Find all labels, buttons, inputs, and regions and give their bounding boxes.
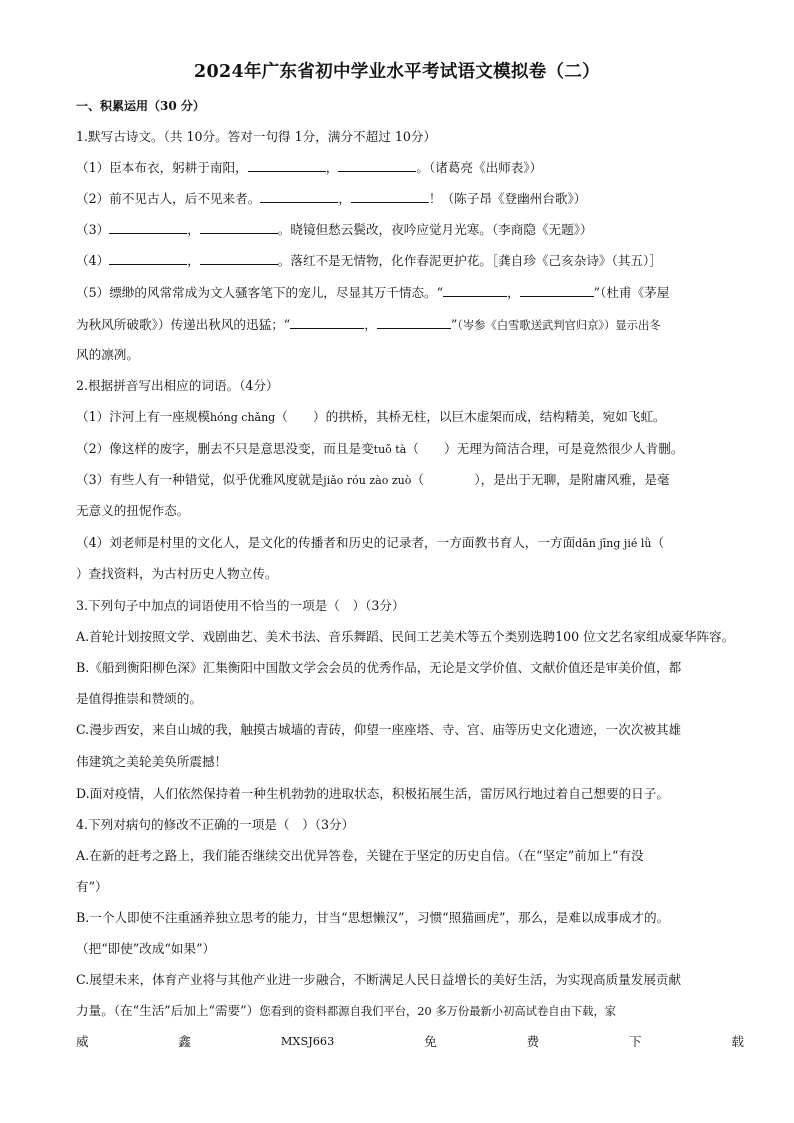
footer-promo: 威 鑫 MXSJ663 免 费 下 载 xyxy=(76,1034,744,1049)
q4-stem: 4.下列对病句的修改不正确的一项是（ ）（3分） xyxy=(76,817,355,832)
answer-blank[interactable] xyxy=(260,191,338,203)
q2-item-2: （2）像这样的废字，删去不只是意思没变，而且是变tuǒ tà（ ）无理为简洁合理，可是竟然很少人肯删。 xyxy=(76,441,684,456)
q1-item-5-line3: 风的凛冽。 xyxy=(76,347,139,362)
answer-blank[interactable] xyxy=(520,285,594,297)
q3-option-c-line2: 伟建筑之美轮美奂所震撼！ xyxy=(76,754,228,769)
q1-item-3: （3） ， 。晓镜但愁云鬓改，夜吟应觉月光寒。（李商隐《无题》） xyxy=(76,222,593,237)
q1-item-2: （2）前不见古人，后不见来者。 ， ！（陈子昂《登幽州台歌》） xyxy=(76,191,587,206)
answer-blank[interactable] xyxy=(200,222,278,234)
q4-option-a: A.在新的赶考之路上，我们能否继续交出优异答卷，关键在于坚定的历史自信。（在“坚定”前加上“有没 xyxy=(76,848,644,863)
answer-blank[interactable] xyxy=(290,317,364,329)
q3-option-a: A.首轮计划按照文学、戏剧曲艺、美术书法、音乐舞蹈、民间工艺美术等五个类别选聘100 位文艺名家组成豪华阵容。 xyxy=(76,629,735,644)
q1-item-5-line2: 为秋风所破歌》）传递出秋风的迅猛；“ ， ”（岑参《白雪歌送武判官归京》）显示出冬 xyxy=(76,317,661,332)
pinyin: tuǒ tà xyxy=(373,443,407,456)
q4-option-c-line2: 力量。（在“生活”后加上“需要”）您看到的资料都源自我们平台，20 多万份最新小初高试卷自由下载，家 xyxy=(76,1003,617,1018)
q2-stem: 2.根据拼音写出相应的词语。（4分） xyxy=(76,378,279,393)
section-heading: 一、积累运用（30 分） xyxy=(76,99,205,113)
answer-blank[interactable] xyxy=(200,253,278,265)
page-title: 2024年广东省初中学业水平考试语文模拟卷（二） xyxy=(194,62,600,82)
q4-option-c: C.展望未来，体育产业将与其他产业进一步融合，不断满足人民日益增长的美好生活，为实现高质量发展贡献 xyxy=(76,972,682,987)
answer-blank[interactable] xyxy=(248,160,326,172)
q2-item-4: （4）刘老师是村里的文化人，是文化的传播者和历史的记录者，一方面教书育人，一方面dān jīng jié lǜ（ xyxy=(76,535,665,550)
answer-blank[interactable] xyxy=(443,285,507,297)
q3-option-b: B.《船到衡阳柳色深》汇集衡阳中国散文学会会员的优秀作品，无论是文学价值、文献价值还是审美价值，都 xyxy=(76,660,682,675)
q2-item-3: （3）有些人有一种错觉，似乎优雅风度就是jiǎo róu zào zuò（ ），是出于无聊，是附庸风雅，是毫 xyxy=(76,472,670,487)
q3-stem: 3.下列句子中加点的词语使用不恰当的一项是（ ）（3分） xyxy=(76,598,405,613)
q2-item-1: （1）汴河上有一座规模hóng chǎng（ ）的拱桥，其桥无柱，以巨木虚架而成，结构精美，宛如飞虹。 xyxy=(76,409,666,424)
answer-blank[interactable] xyxy=(351,191,429,203)
answer-blank[interactable] xyxy=(377,317,451,329)
answer-blank[interactable] xyxy=(109,222,187,234)
q3-option-b-line2: 是值得推崇和赞颂的。 xyxy=(76,691,202,706)
q2-item-4-line2: ）查找资料，为古村历史人物立传。 xyxy=(76,566,278,581)
q1-item-1: （1）臣本布衣，躬耕于南阳， ， 。（诸葛亮《出师表》） xyxy=(76,160,543,175)
q1-stem: 1.默写古诗文。（共 10分。答对一句得 1分，满分不超过 10分） xyxy=(76,129,437,144)
q1-item-4: （4） ， 。落红不是无情物，化作春泥更护花。［龚自珍《己亥杂诗》（其五）］ xyxy=(76,253,662,268)
answer-blank[interactable] xyxy=(109,253,187,265)
q3-option-c: C.漫步西安，来自山城的我，触摸古城墙的青砖，仰望一座座塔、寺、宫、庙等历史文化遗迹，一次次被其雄 xyxy=(76,722,682,737)
answer-blank[interactable] xyxy=(338,160,416,172)
q2-item-3-line2: 无意义的扭怩作态。 xyxy=(76,503,190,518)
pinyin: jiǎo róu zào zuò xyxy=(323,474,412,487)
pinyin: hóng chǎng xyxy=(209,411,276,424)
q4-option-a-line2: 有”） xyxy=(76,879,108,894)
q1-item-5-line1: （5）缥缈的风常常成为文人骚客笔下的宠儿，尽显其万千情态。“ ， ”（杜甫《茅屋 xyxy=(76,285,670,300)
q4-option-b-line2: （把“即使”改成“如果”） xyxy=(76,941,216,956)
q3-option-d: D.面对疫情，人们依然保持着一种生机勃勃的进取状态，积极拓展生活，雷厉风行地过着自己想要的日子。 xyxy=(76,786,669,801)
pinyin: dān jīng jié lǜ xyxy=(575,537,652,550)
q4-option-b: B.一个人即使不注重涵养独立思考的能力，甘当“思想懒汉”，习惯“照猫画虎”，那么，是难以成事成才的。 xyxy=(76,910,670,925)
promo-text: 您看到的资料都源自我们平台，20 多万份最新小初高试卷自由下载，家 xyxy=(259,1005,617,1018)
